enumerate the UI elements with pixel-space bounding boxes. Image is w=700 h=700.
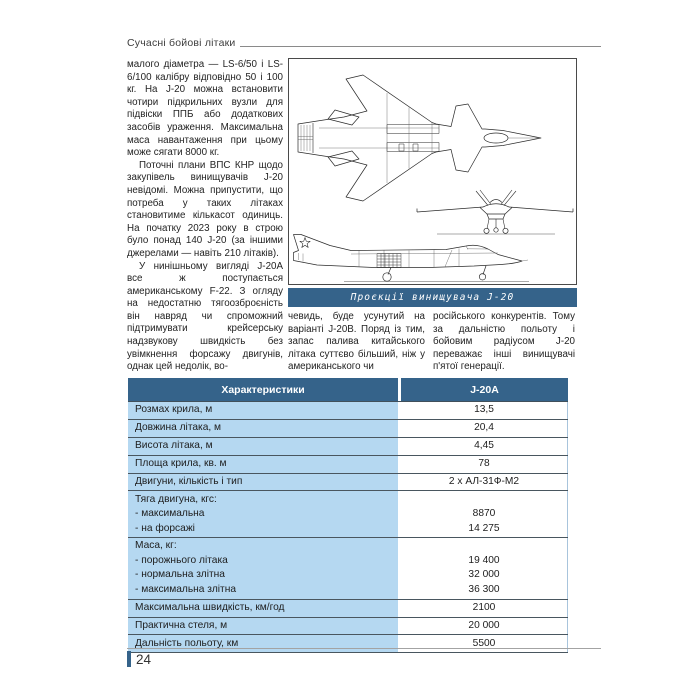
paragraph: Поточні плани ВПС КНР щодо закупівель винищувачів J-20 невідомі. Можна припустити, що потреба у таких літаках становитиме кількасот одиниць. На початку 2023 року в строю було понад 140 J-20 (за іншими джерелами — навіть 210 літаків). (127, 159, 283, 259)
page-number: 24 (136, 651, 152, 667)
top-view (298, 75, 541, 201)
table-row (128, 538, 568, 599)
row-value: 78 (401, 456, 568, 473)
aircraft-figure (288, 58, 577, 285)
table-row (128, 635, 568, 653)
table-row (128, 474, 568, 492)
row-value: 4,45 (401, 438, 568, 455)
row-label: Двигуни, кількість і тип (128, 474, 398, 491)
spec-table-body (128, 402, 568, 653)
spec-table-header-model: J-20A (401, 378, 568, 401)
table-row (128, 618, 568, 636)
table-row (128, 438, 568, 456)
row-value: 19 400 32 000 36 300 (401, 538, 568, 598)
row-label: Маса, кг: - порожнього літака - нормальна злітна - максимальна злітна (128, 538, 398, 598)
left-column (127, 59, 283, 374)
table-row (128, 420, 568, 438)
row-value: 13,5 (401, 402, 568, 419)
row-value: 2 х АЛ-31Ф-М2 (401, 474, 568, 491)
row-label: Тяга двигуна, кгс: - максимальна - на форсажі (128, 491, 398, 537)
page-header (127, 37, 601, 49)
row-value: 5500 (401, 635, 568, 652)
row-label: Практична стеля, м (128, 618, 398, 635)
row-value: 20 000 (401, 618, 568, 635)
page-number-accent-bar (127, 651, 131, 667)
row-label: Довжина літака, м (128, 420, 398, 437)
side-view (294, 235, 530, 282)
right-column: російського конкурентів. Тому за дальністю польоту і бойовим радіусом J-20 переважає інші винищувачі п'ятої генерації. (433, 311, 575, 373)
table-row (128, 600, 568, 618)
row-label: Максимальна швидкість, км/год (128, 600, 398, 617)
row-label: Площа крила, кв. м (128, 456, 398, 473)
table-row (128, 491, 568, 538)
header-rule (240, 46, 601, 47)
star-emblem (300, 238, 310, 248)
paragraph: У нинішньому вигляді J-20A все ж поступається американському F-22. З огляду на недостатню тягоозброєність він навряд чи спроможний підтримувати крейсерську надзвукову швидкість без увімкнення форсажу двигунів, однак цей недолік, во- (127, 260, 283, 373)
spec-table-header-row (128, 378, 568, 402)
running-header-title: Сучасні бойові літаки (127, 37, 236, 49)
footer-rule (127, 648, 601, 649)
row-label: Дальність польоту, км (128, 635, 398, 652)
row-value: 2100 (401, 600, 568, 617)
row-value: 20,4 (401, 420, 568, 437)
paragraph: малого діаметра — LS-6/50 і LS-6/100 калібру відповідно 50 і 100 кг. На J-20 можна встановити чотири підкрильних вузли для підвіски ППБ або додаткових засобів ураження. Максимальна маса навантаження при цьому може сягати 8000 кг. (127, 59, 283, 159)
page-footer (127, 651, 151, 667)
table-row (128, 456, 568, 474)
aircraft-three-view-diagram (289, 59, 576, 284)
front-view (417, 190, 573, 234)
spec-table (128, 378, 568, 653)
row-label: Висота літака, м (128, 438, 398, 455)
gear-bay-door (377, 254, 401, 268)
table-row (128, 402, 568, 420)
row-label: Розмах крила, м (128, 402, 398, 419)
figure-caption: Проєкції винищувача J-20 (288, 288, 577, 307)
row-value: 8870 14 275 (401, 491, 568, 537)
spec-table-header-characteristics: Характеристики (128, 378, 398, 401)
middle-column: чевидь, буде усунутий на варіанті J-20B. Поряд із тим, запас палива китайського літака суттєво більший, ніж у американського чи (288, 311, 425, 373)
